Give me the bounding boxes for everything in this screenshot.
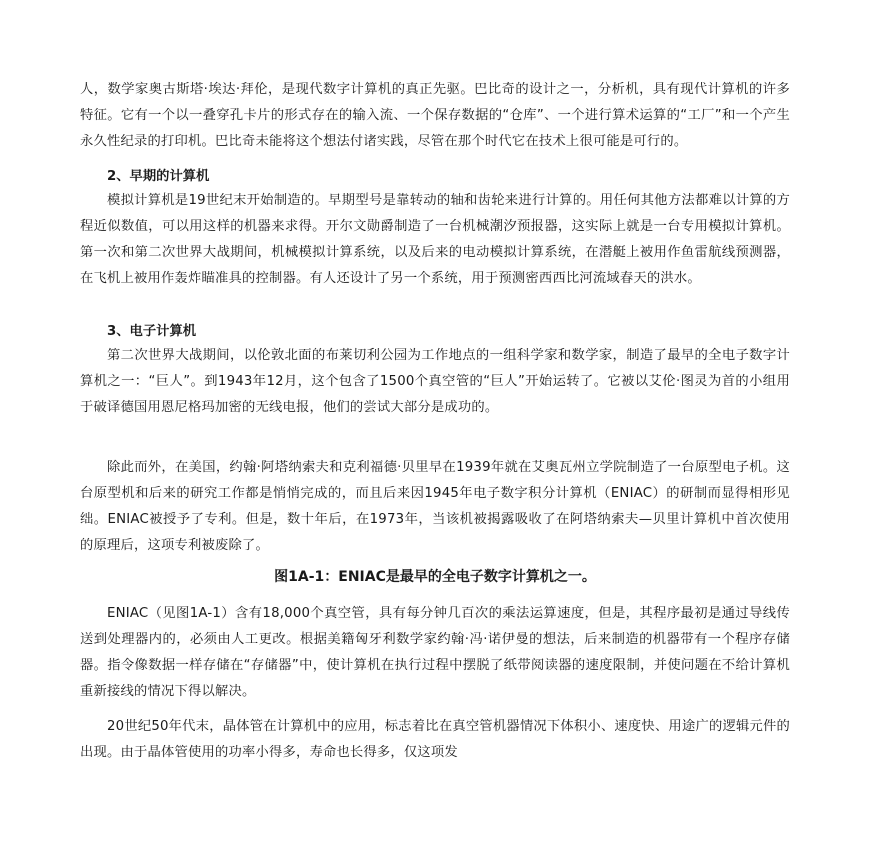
- intro-paragraph: 人，数学家奥古斯塔·埃达·拜伦，是现代数字计算机的真正先驱。巴比奇的设计之一，分析机，具有现代计算机的许多特征。它有一个以一叠穿孔卡片的形式存在的输入流、一个保存数据的“仓库”、一个进行算术运算的“工厂”和一个产生永久性纪录的打印机。巴比奇未能将这个想法付诸实践，尽管在那个时代它在技术上很可能是可行的。: [80, 82, 790, 149]
- section-heading-electronic-computers: 3、电子计算机: [107, 324, 197, 339]
- transistor-paragraph: 20世纪50年代末，晶体管在计算机中的应用，标志着比在真空管机器情况下体积小、速度快、用途广的逻辑元件的出现。由于晶体管使用的功率小得多，寿命也长得多，仅这项发: [80, 719, 790, 760]
- eniac-paragraph: ENIAC（见图1A-1）含有18,000个真空管，具有每分钟几百次的乘法运算速度，但是，其程序最初是通过导线传送到处理器内的，必须由人工更改。根据美籍匈牙利数学家约翰·冯·诺伊曼的想法，后来制造的机器带有一个程序存储器。指令像数据一样存储在“存储器”中，使计算机在执行过程中摆脱了纸带阅读器的速度限制，并使问题在不给计算机重新接线的情况下得以解决。: [80, 606, 790, 699]
- electronic-computers-paragraph-2: 除此而外，在美国，约翰·阿塔纳索夫和克利福德·贝里早在1939年就在艾奥瓦州立学院制造了一台原型电子机。这台原型机和后来的研究工作都是悄悄完成的，而且后来因1945年电子数字积分计算机（ENIAC）的研制而显得相形见绌。ENIAC被授予了专利。但是，数十年后，在1973年，当该机被揭露吸收了在阿塔纳索夫—贝里计算机中首次使用的原理后，这项专利被废除了。: [80, 460, 790, 553]
- early-computers-paragraph: 模拟计算机是19世纪末开始制造的。早期型号是靠转动的轴和齿轮来进行计算的。用任何其他方法都难以计算的方程近似数值，可以用这样的机器来求得。开尔文勋爵制造了一台机械潮汐预报器，这实际上就是一台专用模拟计算机。第一次和第二次世界大战期间，机械模拟计算系统，以及后来的电动模拟计算系统，在潜艇上被用作鱼雷航线预测器，在飞机上被用作轰炸瞄准具的控制器。有人还设计了另一个系统，用于预测密西西比河流域春天的洪水。: [80, 193, 790, 286]
- section-heading-early-computers: 2、早期的计算机: [107, 169, 210, 184]
- electronic-computers-paragraph-1: 第二次世界大战期间，以伦敦北面的布莱切利公园为工作地点的一组科学家和数学家，制造了最早的全电子数字计算机之一：“巨人”。到1943年12月，这个包含了1500个真空管的“巨人”开始运转了。它被以艾伦·图灵为首的小组用于破译德国用恩尼格玛加密的无线电报，他们的尝试大部分是成功的。: [80, 348, 790, 415]
- figure-caption: 图1A-1：ENIAC是最早的全电子数字计算机之一。: [274, 569, 596, 585]
